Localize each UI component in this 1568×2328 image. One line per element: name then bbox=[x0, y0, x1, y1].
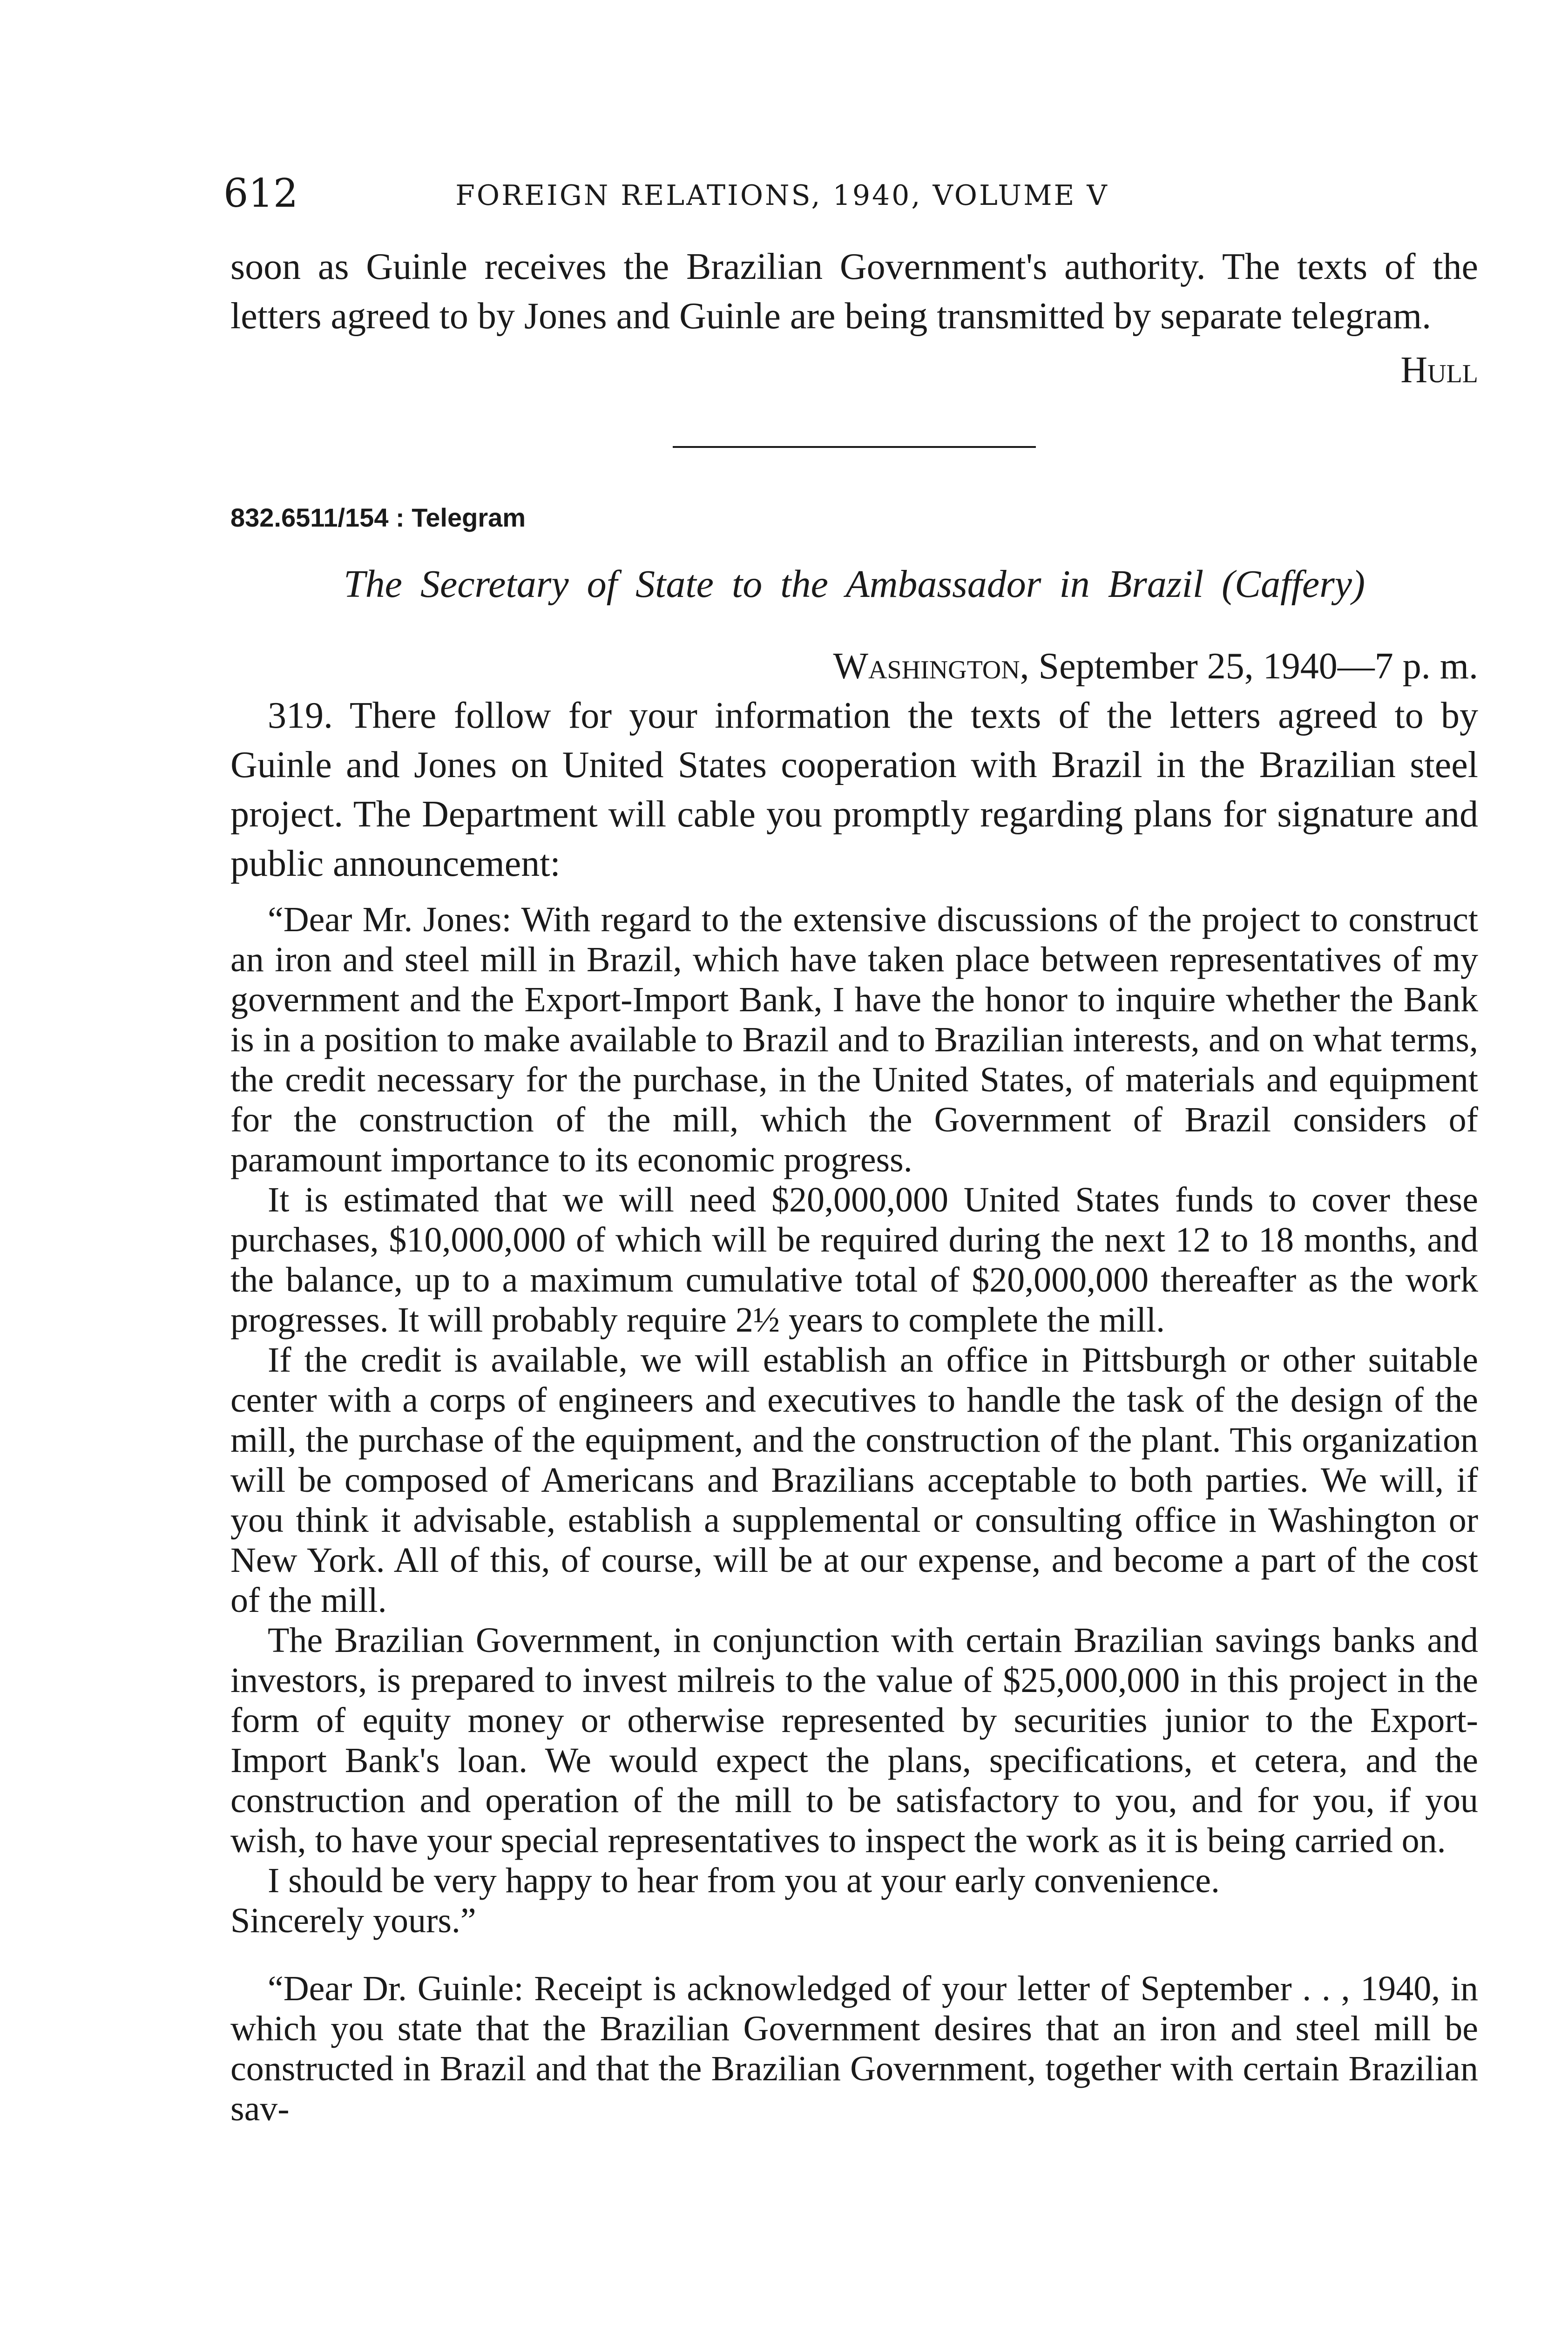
telegram-intro: 319. There follow for your information the texts of the letters agreed to by Guinle and Jones on United States cooperation with Brazil in the Brazilian steel project. The Department will cable you promptly regarding plans for signature and public announcement: bbox=[230, 695, 1478, 884]
letter-to-guinle bbox=[230, 1969, 1478, 2129]
page-header bbox=[223, 168, 1341, 223]
opening-paragraph: soon as Guinle receives the Brazilian Government's authority. The texts of the letters agreed to by Jones and Guinle are being transmitted by separate telegram. bbox=[230, 246, 1478, 337]
signature: Hull bbox=[1400, 350, 1478, 391]
section-divider bbox=[673, 446, 1036, 448]
letter1-paragraph: I should be very happy to hear from you at your early convenience. bbox=[268, 1861, 1220, 1900]
dateline-place: Washington, bbox=[833, 646, 1029, 687]
document-title: The Secretary of State to the Ambassador in Brazil (Caffery) bbox=[343, 562, 1365, 606]
letter1-closing: Sincerely yours.” bbox=[230, 1901, 476, 1940]
letter2-paragraph: “Dear Dr. Guinle: Receipt is acknowledged of your letter of September . . , 1940, in which you state that the Brazilian Government desires that an iron and steel mill be constructed in Brazil and that the Brazilian Government, together with certain Brazilian sav- bbox=[230, 1969, 1478, 2128]
page-body bbox=[230, 242, 1478, 2129]
letter-to-jones bbox=[230, 900, 1478, 1941]
dateline-date: September 25, 1940—7 p. m. bbox=[1038, 646, 1478, 687]
dateline bbox=[230, 642, 1478, 691]
running-title: FOREIGN RELATIONS, 1940, VOLUME V bbox=[455, 179, 1109, 212]
letter1-paragraph: If the credit is available, we will establish an office in Pittsburgh or other suitable center with a corps of engineers and executives to handle the task of the design of the mill, the purchase of the equipment, and the construction of the plant. This organization will be composed of Americans and Brazilians acceptable to both parties. We will, if you think it advisable, establish a supplemental or consulting office in Washington or New York. All of this, of course, will be at our expense, and become a part of the cost of the mill. bbox=[230, 1340, 1478, 1620]
file-number: 832.6511/154 : Telegram bbox=[230, 503, 526, 532]
page-number: 612 bbox=[223, 170, 298, 216]
letter1-paragraph: “Dear Mr. Jones: With regard to the extensive discussions of the project to construct an iron and steel mill in Brazil, which have taken place between representatives of my government and the Export-Import Bank, I have the honor to inquire whether the Bank is in a position to make available to Brazil and to Brazilian interests, and on what terms, the credit necessary for the purchase, in the United States, of materials and equipment for the construction of the mill, which the Government of Brazil considers of paramount importance to its economic progress. bbox=[230, 900, 1478, 1179]
letter1-paragraph: The Brazilian Government, in conjunction with certain Brazilian savings banks and investors, is prepared to invest milreis to the value of $25,000,000 in this project in the form of equity money or otherwise represented by securities junior to the Export-Import Bank's loan. We would expect the plans, specifications, et cetera, and the construction and operation of the mill to be satisfactory to you, and for you, if you wish, to have your special representatives to inspect the work as it is being carried on. bbox=[230, 1621, 1478, 1860]
letter1-paragraph: It is estimated that we will need $20,000,000 United States funds to cover these purchases, $10,000,000 of which will be required during the next 12 to 18 months, and the balance, up to a maximum cumulative total of $20,000,000 thereafter as the work progresses. It will probably require 2½ years to complete the mill. bbox=[230, 1180, 1478, 1340]
